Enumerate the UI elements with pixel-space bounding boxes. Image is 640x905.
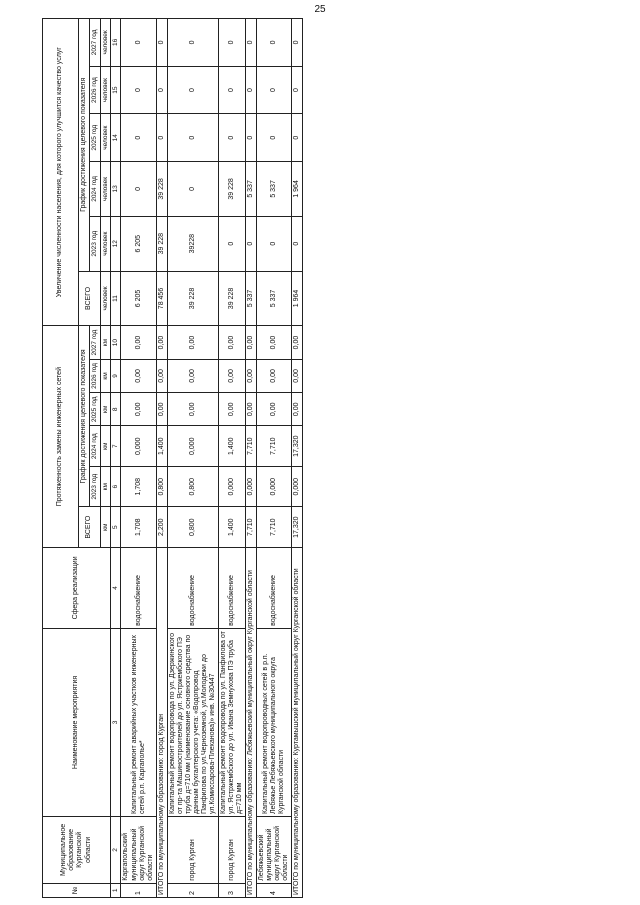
header-year: 2027 год [90, 19, 100, 67]
column-number: 5 [110, 507, 120, 547]
row-number: 1 [121, 883, 156, 897]
length-value: 0,00 [257, 393, 292, 426]
table-row [121, 19, 156, 898]
column-number: 14 [110, 114, 120, 162]
column-number: 3 [110, 628, 120, 816]
column-number: 16 [110, 19, 120, 67]
length-value: 0,000 [167, 426, 218, 466]
total-label: ИТОГО по муниципальному образованию: город Курган [156, 547, 167, 897]
length-value: 0,000 [121, 426, 156, 466]
length-value: 0,800 [167, 466, 218, 506]
population-value: 0 [121, 162, 156, 217]
header-year: 2027 год [90, 326, 100, 359]
population-value: 0 [156, 19, 167, 67]
population-value: 0 [121, 66, 156, 114]
table-header [43, 19, 121, 898]
length-value: 0,00 [292, 359, 303, 392]
length-value: 0,800 [156, 466, 167, 506]
population-value: 0 [167, 19, 218, 67]
column-number: 7 [110, 426, 120, 466]
row-number: 4 [257, 883, 292, 897]
table-wrapper [42, 18, 632, 898]
header-unit: км [100, 359, 110, 392]
length-value: 0,00 [156, 326, 167, 359]
population-value: 1 964 [292, 162, 303, 217]
header-year: 2023 год [90, 466, 100, 506]
column-number: 12 [110, 216, 120, 271]
population-value: 0 [218, 19, 245, 67]
header-unit: человек [100, 19, 110, 67]
population-value: 0 [257, 19, 292, 67]
header-year: 2023 год [90, 216, 100, 271]
header-population-group: Увеличение численности населения, для которого улучшится качество услуг [43, 19, 79, 326]
header-unit: км [100, 507, 110, 547]
length-value: 0,00 [167, 326, 218, 359]
measures-table [42, 18, 303, 898]
length-value: 0,00 [246, 326, 257, 359]
length-value: 0,000 [218, 466, 245, 506]
population-value: 0 [257, 114, 292, 162]
population-value: 0 [257, 66, 292, 114]
length-value: 0,000 [257, 466, 292, 506]
population-value: 0 [292, 66, 303, 114]
column-number: 11 [110, 271, 120, 326]
total-row [156, 19, 167, 898]
length-value: 0,00 [292, 393, 303, 426]
header-year: 2024 год [90, 162, 100, 217]
column-number: 1 [110, 883, 120, 897]
population-value: 0 [257, 216, 292, 271]
length-value: 0,00 [121, 359, 156, 392]
column-number: 6 [110, 466, 120, 506]
length-value: 0,00 [246, 393, 257, 426]
event-name-cell: Капитальный ремонт водопровода по ул. Панфилова от ул. Ястржембского до ул. Ивана Земнухова ПЭ труба д=710 мм [218, 628, 245, 816]
length-value: 17,320 [292, 426, 303, 466]
population-value: 0 [167, 162, 218, 217]
total-row [246, 19, 257, 898]
length-value: 0,000 [246, 466, 257, 506]
population-value: 0 [156, 66, 167, 114]
population-value: 78 456 [156, 271, 167, 326]
header-length-schedule: График достижения целевого показателя [79, 326, 90, 507]
event-name-cell: Капитальный ремонт водопровода по ул. Дзержинского от пр-та Машиностроителей до ул. Ястржембского ПЭ труба д=710 мм (наименование основного средства по данным бухгалтерского учета: «Водопровод Панфилова по ул.Черноземной, ул.Молодежи до ул.Комиссарова-Плеханова)» инв. №30447 [167, 628, 218, 816]
column-number-row [110, 19, 120, 898]
length-value: 7,710 [246, 507, 257, 547]
header-sphere: Сфера реализации [43, 547, 111, 628]
population-value: 5 337 [246, 162, 257, 217]
event-name-cell: Капитальный ремонт водопроводных сетей в р.п. Лебяжье Лебяжьевского муниципального округа Курганской области [257, 628, 292, 816]
table-row [167, 19, 218, 898]
header-length-group: Протяженность замены инженерных сетей [43, 326, 79, 548]
column-number: 13 [110, 162, 120, 217]
municipality-cell: город Курган [218, 817, 245, 884]
population-value: 0 [218, 114, 245, 162]
length-value: 0,00 [156, 393, 167, 426]
length-value: 1,400 [218, 426, 245, 466]
population-value: 0 [218, 66, 245, 114]
column-number: 10 [110, 326, 120, 359]
length-value: 1,400 [218, 507, 245, 547]
column-number: 4 [110, 547, 120, 628]
population-value: 39 228 [218, 271, 245, 326]
header-year: 2026 год [90, 359, 100, 392]
header-year: 2026 год [90, 66, 100, 114]
population-value: 39228 [167, 216, 218, 271]
sphere-cell: водоснабжение [218, 547, 245, 628]
length-value: 0,00 [167, 393, 218, 426]
population-value: 39 228 [156, 216, 167, 271]
population-value: 0 [121, 19, 156, 67]
table-row [218, 19, 245, 898]
population-value: 39 228 [156, 162, 167, 217]
length-value: 0,00 [292, 326, 303, 359]
population-value: 0 [246, 216, 257, 271]
population-value: 39 228 [218, 162, 245, 217]
header-unit: человек [100, 216, 110, 271]
population-value: 0 [156, 114, 167, 162]
table-body [121, 19, 303, 898]
header-unit: человек [100, 162, 110, 217]
length-value: 2,200 [156, 507, 167, 547]
length-value: 0,00 [257, 359, 292, 392]
header-unit: человек [100, 271, 110, 326]
header-unit: человек [100, 66, 110, 114]
population-value: 0 [218, 216, 245, 271]
length-value: 0,00 [121, 326, 156, 359]
header-no: № [43, 883, 111, 897]
population-value: 5 337 [246, 271, 257, 326]
column-number: 2 [110, 817, 120, 884]
header-unit: км [100, 466, 110, 506]
header-year: 2025 год [90, 393, 100, 426]
header-event: Наименование мероприятия [43, 628, 111, 816]
total-label: ИТОГО по муниципальному образованию: Куртамышский муниципальный округ Курганской области [292, 547, 303, 897]
column-number: 8 [110, 393, 120, 426]
population-value: 0 [246, 114, 257, 162]
header-year: 2025 год [90, 114, 100, 162]
population-value: 0 [292, 114, 303, 162]
length-value: 0,00 [218, 393, 245, 426]
sphere-cell: водоснабжение [167, 547, 218, 628]
header-pop-schedule: График достижения целевого показателя [79, 19, 90, 272]
length-value: 0,00 [156, 359, 167, 392]
population-value: 5 337 [257, 271, 292, 326]
municipality-cell: город Курган [167, 817, 218, 884]
population-value: 5 337 [257, 162, 292, 217]
column-number: 9 [110, 359, 120, 392]
population-value: 0 [167, 114, 218, 162]
row-number: 2 [167, 883, 218, 897]
page-number: 25 [314, 4, 326, 15]
population-value: 1 964 [292, 271, 303, 326]
length-value: 7,710 [257, 426, 292, 466]
length-value: 1,400 [156, 426, 167, 466]
length-value: 0,00 [218, 359, 245, 392]
length-value: 0,800 [167, 507, 218, 547]
header-pop-total: ВСЕГО [79, 271, 101, 326]
population-value: 6 205 [121, 271, 156, 326]
population-value: 0 [292, 19, 303, 67]
header-length-total: ВСЕГО [79, 507, 101, 547]
length-value: 0,00 [257, 326, 292, 359]
header-unit: человек [100, 114, 110, 162]
header-unit: км [100, 393, 110, 426]
population-value: 0 [246, 19, 257, 67]
municipality-cell: Лебяжьевский муниципальный округ Курганской области [257, 817, 292, 884]
population-value: 6 205 [121, 216, 156, 271]
length-value: 17,320 [292, 507, 303, 547]
population-value: 0 [246, 66, 257, 114]
municipality-cell: Каргапольский муниципальный округ Курганской области [121, 817, 156, 884]
length-value: 0,00 [218, 326, 245, 359]
length-value: 7,710 [257, 507, 292, 547]
population-value: 0 [292, 216, 303, 271]
length-value: 1,708 [121, 466, 156, 506]
length-value: 7,710 [246, 426, 257, 466]
event-name-cell: Капитальный ремонт аварийных участков инженерных сетей р.п. Каргаполье* [121, 628, 156, 816]
header-year: 2024 год [90, 426, 100, 466]
row-number: 3 [218, 883, 245, 897]
column-number: 15 [110, 66, 120, 114]
total-label: ИТОГО по муниципальному образованию: Лебяжьевский муниципальный округ Курганской области [246, 547, 257, 897]
length-value: 1,708 [121, 507, 156, 547]
sphere-cell: водоснабжение [121, 547, 156, 628]
header-unit: км [100, 326, 110, 359]
length-value: 0,00 [167, 359, 218, 392]
population-value: 0 [167, 66, 218, 114]
total-row [292, 19, 303, 898]
length-value: 0,00 [246, 359, 257, 392]
header-unit: км [100, 426, 110, 466]
table-row [257, 19, 292, 898]
length-value: 0,000 [292, 466, 303, 506]
header-municipality: Муниципальное образование Курганской области [43, 817, 111, 884]
sphere-cell: водоснабжение [257, 547, 292, 628]
population-value: 0 [121, 114, 156, 162]
population-value: 39 228 [167, 271, 218, 326]
length-value: 0,00 [121, 393, 156, 426]
